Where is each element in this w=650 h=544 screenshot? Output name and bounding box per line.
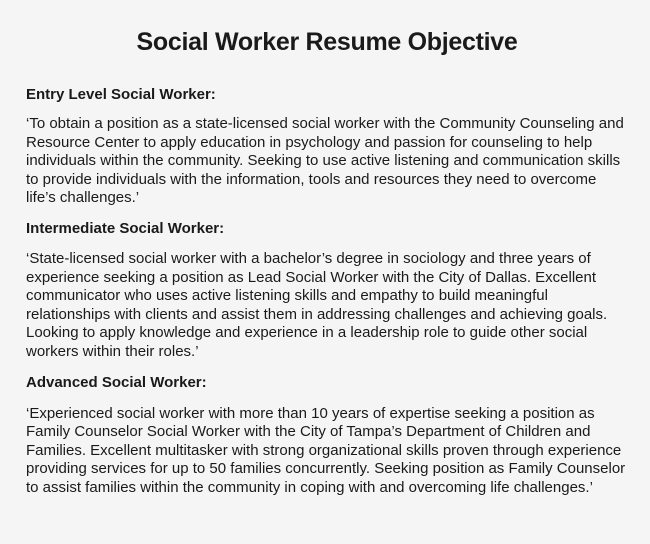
page-title: Social Worker Resume Objective — [136, 28, 518, 56]
section-paragraph: ‘Experienced social worker with more than 10 years of expertise seeking a position as Family Counselor Social Worker with the City of Tampa’s Department of Children and Families. Excellent multitasker with strong organizational skills proven through experience providing services for up to 50 families concurrently. Seeking position as Family Counselor to assist families within the community in coping with and overcoming life challenges.’ — [26, 404, 626, 496]
section-heading: Entry Level Social Worker: — [26, 86, 216, 103]
section-paragraph: ‘To obtain a position as a state-licensed social worker with the Community Counseling and Resource Center to apply education in psychology and passion for counseling to help individuals within the community. Seeking to use active listening and communication skills to provide individuals with the information, tools and resources they need to overcome life’s challenges.’ — [26, 115, 624, 207]
section-paragraph: ‘State-licensed social worker with a bachelor’s degree in sociology and three years of experience seeking a position as Lead Social Worker with the City of Dallas. Excellent communicator who uses active listening skills and empathy to build meaningful relationships with clients and assist them in addressing challenges and achieving goals. Looking to apply knowledge and experience in a leadership role to guide other social workers within their roles.’ — [26, 249, 608, 360]
section-entry-level — [26, 86, 628, 208]
section-advanced — [26, 374, 628, 498]
section-intermediate — [26, 220, 628, 362]
section-heading: Intermediate Social Worker: — [26, 219, 225, 237]
section-heading: Advanced Social Worker: — [26, 373, 207, 391]
